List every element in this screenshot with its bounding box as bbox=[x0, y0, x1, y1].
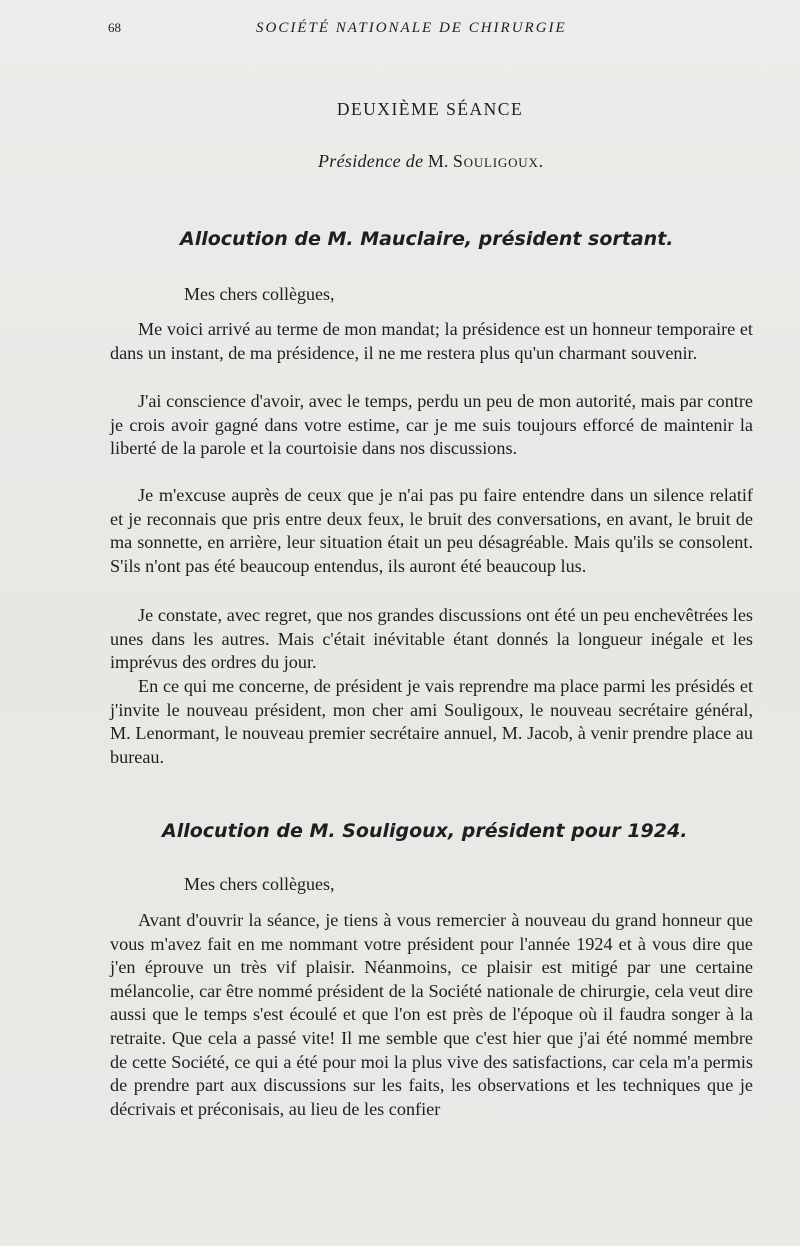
presidency-name-prefix: M. bbox=[427, 151, 449, 171]
running-header bbox=[108, 20, 756, 42]
section-title: DEUXIÈME SÉANCE bbox=[336, 99, 524, 119]
page-number: 68 bbox=[108, 20, 121, 35]
presidency-label: Présidence de bbox=[318, 151, 424, 171]
paragraph: Je constate, avec regret, que nos grandes discussions ont été un peu enchevêtrées les unes dans les autres. Mais c'était inévitable étant donnés la longueur inégale et les imprévus des ordres du jour. bbox=[110, 605, 753, 673]
paragraph: J'ai conscience d'avoir, avec le temps, perdu un peu de mon autorité, mais par contre je crois avoir gagné dans votre estime, car je me suis toujours efforcé de maintenir la liberté de la parole et la courtoisie dans nos discussions. bbox=[110, 391, 753, 459]
paragraph: Avant d'ouvrir la séance, je tiens à vous remercier à nouveau du grand honneur que vous m'avez fait en me nommant votre président pour l'année 1924 et à vous dire que j'en éprouve un très vif plaisir. Néanmoins, ce plaisir est mitigé par une certaine mélancolie, car être nommé président de la Société nationale de chirurgie, cela veut dire aussi que le temps s'est écoulé et que l'on est près de l'époque où il faudra songer à la retraite. Que cela a passé vite! Il me semble que c'est hier que j'ai été nommé membre de cette Société, ce qui a été pour moi la plus vive des satisfactions, car cela m'a permis de prendre part aux discussions sur les faits, les observations et les techniques que je décrivais et préconisais, au lieu de les confier bbox=[110, 910, 753, 1119]
paragraph: Je m'excuse auprès de ceux que je n'ai pas pu faire entendre dans un silence relatif et je reconnais que pris entre deux feux, le bruit des conversations, en avant, le bruit de ma sonnette, en arrière, leur situation était un peu désagréable. Mais qu'ils se consolent. S'ils n'ont pas été beaucoup entendus, ils auront été beaucoup lus. bbox=[110, 485, 753, 576]
salutation: Mes chers collègues, bbox=[184, 284, 335, 304]
presidency-line bbox=[0, 151, 800, 172]
paragraph: Me voici arrivé au terme de mon mandat; la présidence est un honneur temporaire et dans un instant, de ma présidence, il ne me restera plus qu'un charmant souvenir. bbox=[110, 319, 753, 363]
salutation: Mes chers collègues, bbox=[184, 874, 335, 894]
presidency-name: Souligoux. bbox=[452, 151, 544, 171]
journal-title: SOCIÉTÉ NATIONALE DE CHIRURGIE bbox=[256, 20, 567, 36]
allocution-heading-mauclaire: Allocution de M. Mauclaire, président sortant. bbox=[180, 228, 674, 250]
allocution-heading-souligoux: Allocution de M. Souligoux, président pour 1924. bbox=[162, 820, 688, 842]
paragraph: En ce qui me concerne, de président je vais reprendre ma place parmi les présidés et j'invite le nouveau président, mon cher ami Souligoux, le nouveau secrétaire général, M. Lenormant, le nouveau premier secrétaire annuel, M. Jacob, à venir prendre place au bureau. bbox=[110, 676, 753, 767]
